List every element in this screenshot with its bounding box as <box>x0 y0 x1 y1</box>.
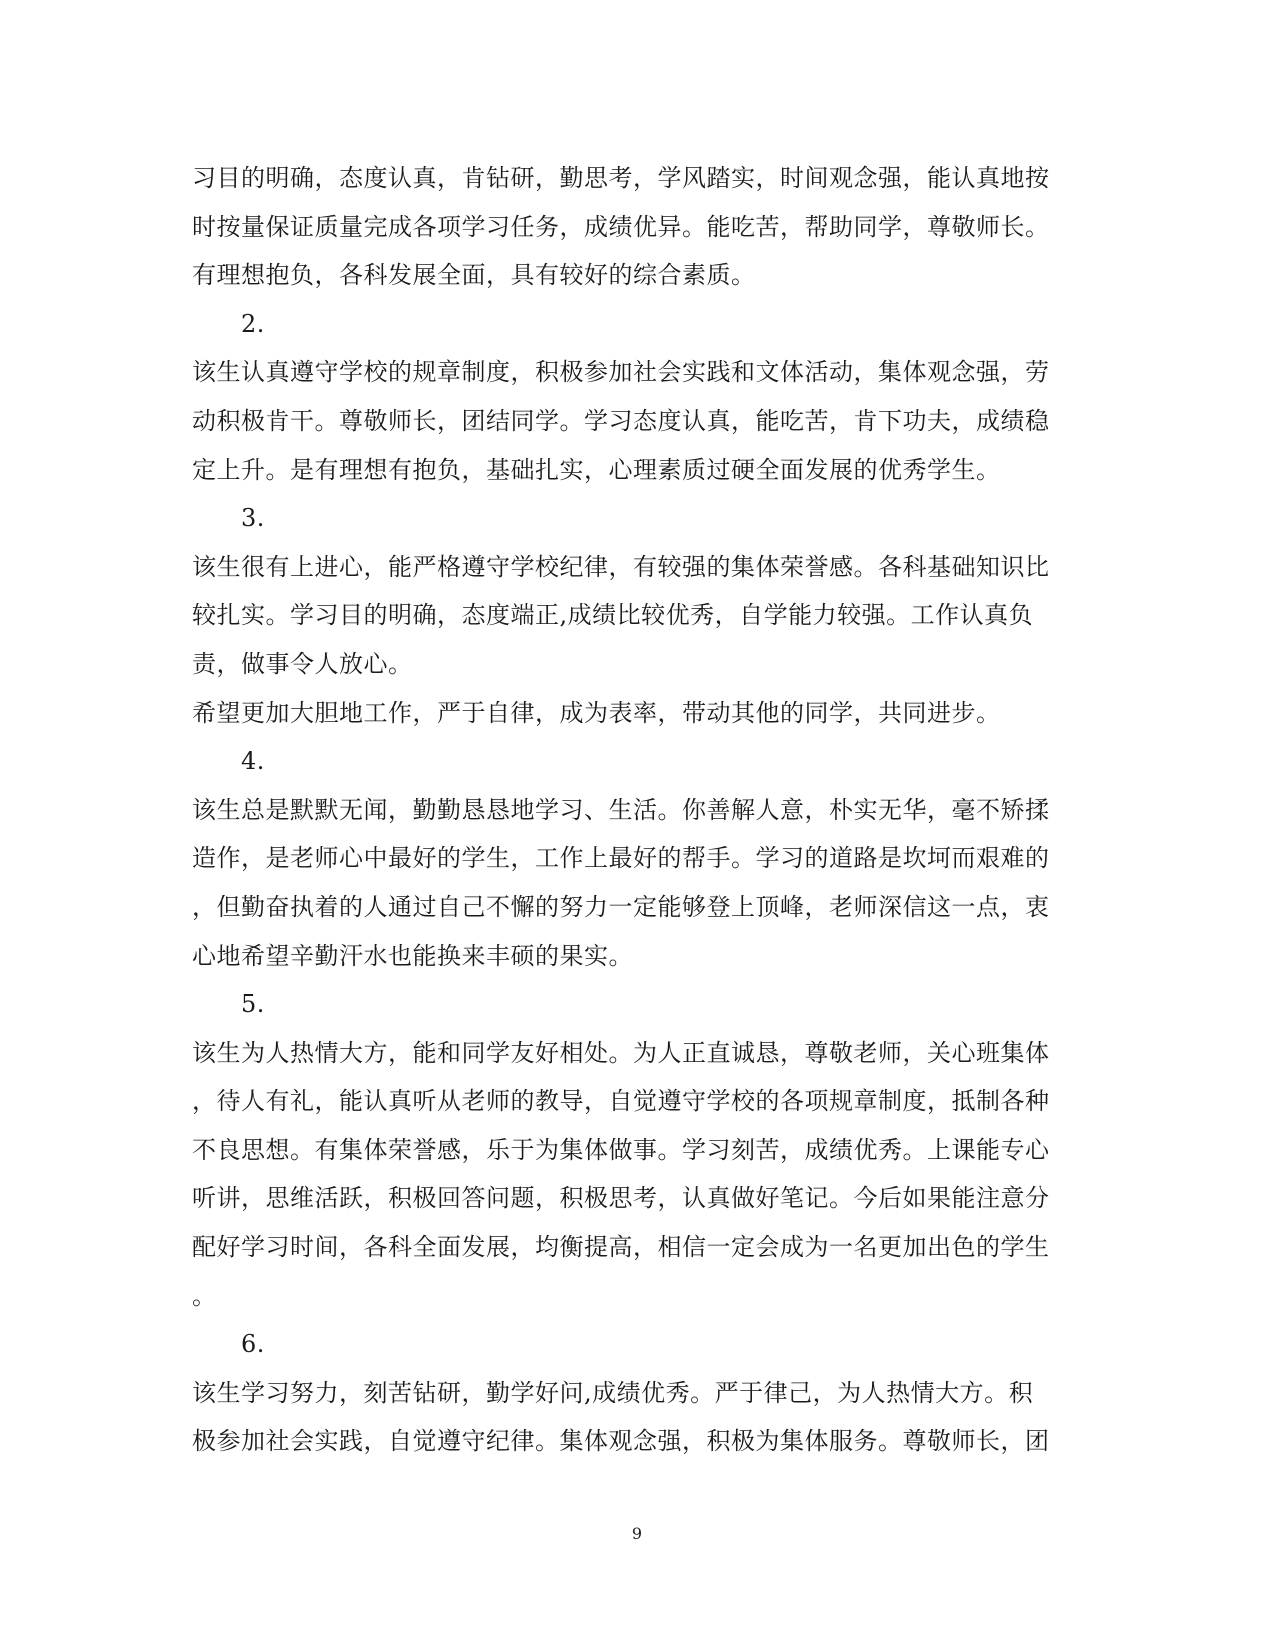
text-line: 配好学习时间，各科全面发展，均衡提高，相信一定会成为一名更加出色的学生 <box>192 1233 1050 1262</box>
text-line: 责，做事令人放心。 <box>192 649 413 678</box>
text-line: 该生学习努力，刻苦钻研，勤学好问,成绩优秀。严于律己，为人热情大方。积 <box>192 1378 1034 1407</box>
text-line: 动积极肯干。尊敬师长，团结同学。学习态度认真，能吃苦，肯下功夫，成绩稳 <box>192 406 1050 435</box>
text-line: ，待人有礼，能认真听从老师的教导，自觉遵守学校的各项规章制度，抵制各种 <box>192 1087 1050 1116</box>
text-line: 极参加社会实践，自觉遵守纪律。集体观念强，积极为集体服务。尊敬师长，团 <box>192 1427 1050 1456</box>
text-line: 习目的明确，态度认真，肯钻研，勤思考，学风踏实，时间观念强，能认真地按 <box>192 164 1050 192</box>
text-line: 时按量保证质量完成各项学习任务，成绩优异。能吃苦，帮助同学，尊敬师长。 <box>192 212 1050 241</box>
item-number: 2. <box>241 309 265 338</box>
text-line: 不良思想。有集体荣誉感，乐于为集体做事。学习刻苦，成绩优秀。上课能专心 <box>192 1135 1050 1164</box>
text-line: 定上升。是有理想有抱负，基础扎实，心理素质过硬全面发展的优秀学生。 <box>192 455 1001 484</box>
item-number: 3. <box>241 504 265 533</box>
text-line: 该生为人热情大方，能和同学友好相处。为人正直诚恳，尊敬老师，关心班集体 <box>192 1038 1050 1067</box>
text-line: 希望更加大胆地工作，严于自律，成为表率，带动其他的同学，共同进步。 <box>192 698 1001 727</box>
item-number: 5. <box>241 990 265 1019</box>
item-number: 4. <box>241 747 265 776</box>
text-line: 造作，是老师心中最好的学生，工作上最好的帮手。学习的道路是坎坷而艰难的 <box>192 844 1050 873</box>
text-line: 较扎实。学习目的明确，态度端正,成绩比较优秀，自学能力较强。工作认真负 <box>192 601 1034 630</box>
text-line: 有理想抱负，各科发展全面，具有较好的综合素质。 <box>192 261 756 290</box>
document-body <box>192 154 1072 1466</box>
text-line: 心地希望辛勤汗水也能换来丰硕的果实。 <box>192 941 633 970</box>
text-line: 听讲，思维活跃，积极回答问题，积极思考，认真做好笔记。今后如果能注意分 <box>192 1184 1050 1213</box>
item-number: 6. <box>241 1330 265 1359</box>
text-line: ，但勤奋执着的人通过自己不懈的努力一定能够登上顶峰，老师深信这一点，衷 <box>192 892 1050 921</box>
text-line: 该生认真遵守学校的规章制度，积极参加社会实践和文体活动，集体观念强，劳 <box>192 358 1050 387</box>
text-line: 该生很有上进心，能严格遵守学校纪律，有较强的集体荣誉感。各科基础知识比 <box>192 552 1050 581</box>
page-number: 9 <box>631 1524 643 1543</box>
text-line: 该生总是默默无闻，勤勤恳恳地学习、生活。你善解人意，朴实无华，毫不矫揉 <box>192 795 1050 824</box>
text-line: 。 <box>192 1281 217 1310</box>
